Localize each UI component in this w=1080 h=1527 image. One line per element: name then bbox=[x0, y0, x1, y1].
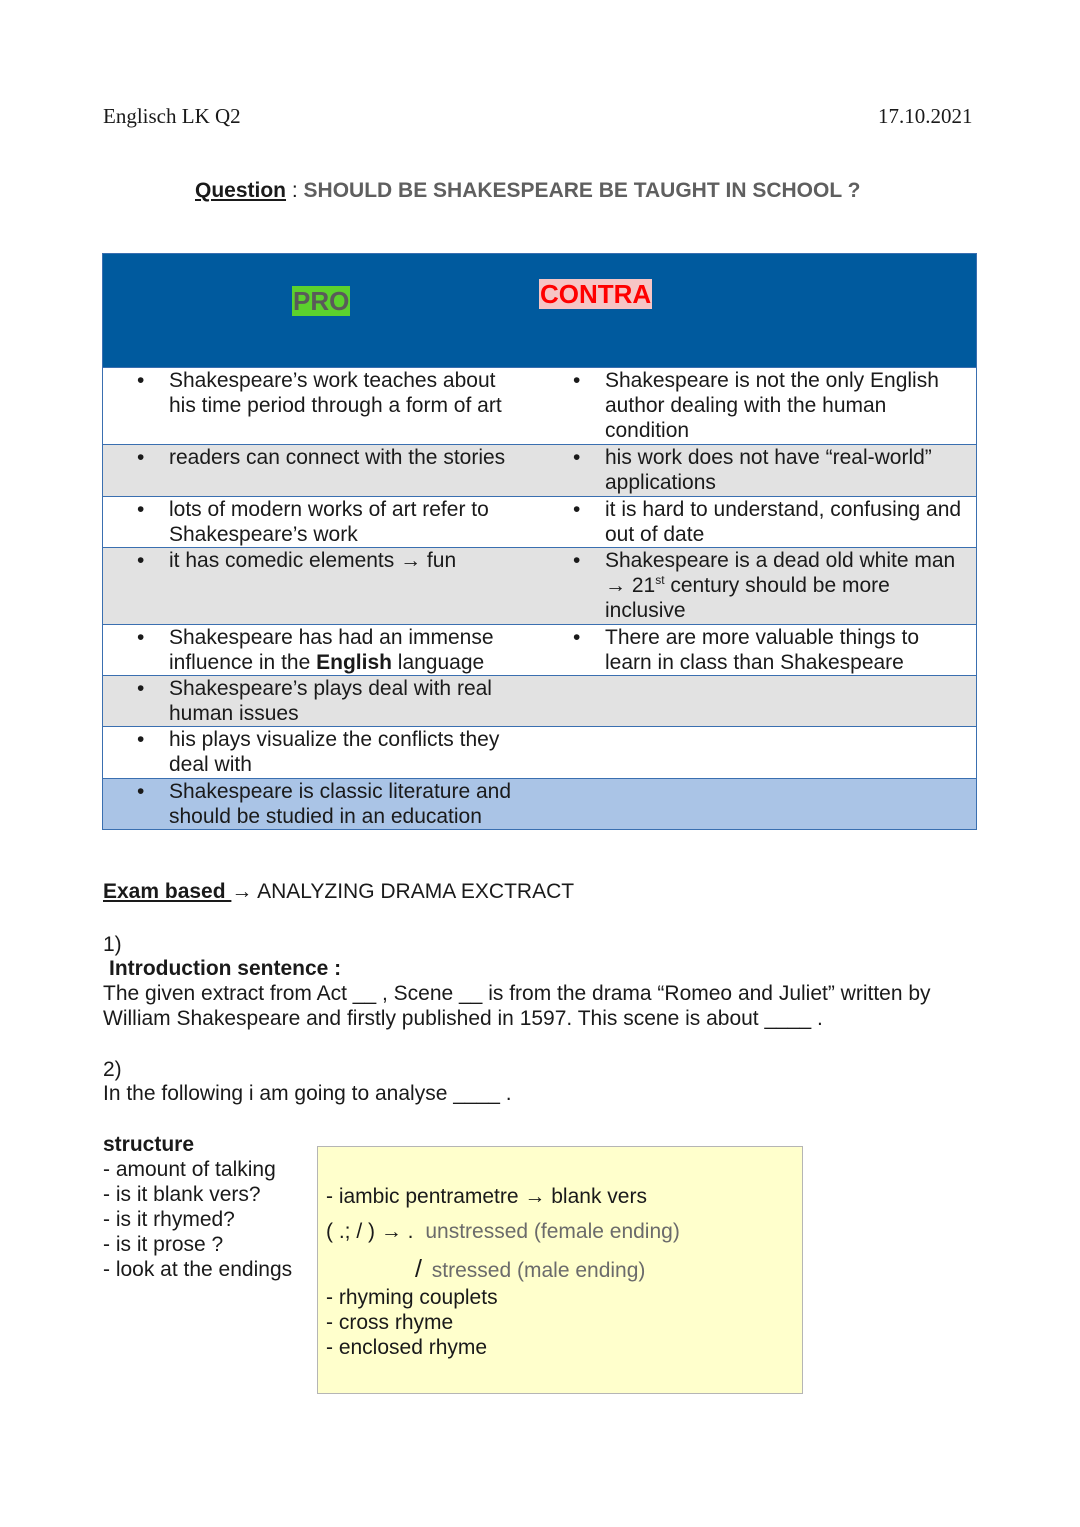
contra-item-text: There are more valuable things to learn in class than Shakespeare bbox=[605, 626, 920, 674]
pro-item-text: his plays visualize the conflicts they deal with bbox=[169, 728, 500, 776]
meter-line: - cross rhyme bbox=[326, 1311, 454, 1334]
step2-number: 2) bbox=[103, 1058, 122, 1081]
pro-item-text: it has comedic elements → fun bbox=[169, 549, 457, 572]
pro-text-bold: English bbox=[316, 651, 392, 674]
document-date: 17.10.2021 bbox=[878, 104, 973, 128]
pro-contra-table bbox=[102, 253, 977, 830]
table-row bbox=[103, 496, 976, 547]
introduction-line-2: William Shakespeare and firstly published in 1597. This scene is about ____ . bbox=[103, 1007, 823, 1030]
bullet: • bbox=[137, 369, 145, 392]
pro-item-text bbox=[169, 625, 549, 675]
structure-item: - amount of talking bbox=[103, 1158, 276, 1181]
table-row bbox=[103, 367, 976, 444]
structure-heading: structure bbox=[103, 1133, 195, 1156]
contra-line: inclusive bbox=[605, 599, 686, 622]
structure-item: - is it rhymed? bbox=[103, 1208, 235, 1231]
course-title: Englisch LK Q2 bbox=[103, 104, 241, 128]
bullet: • bbox=[137, 498, 145, 521]
meter-symbol: ( .; / ) → . bbox=[326, 1220, 414, 1243]
contra-item-text: his work does not have “real-world” applications bbox=[605, 446, 932, 494]
structure-item: - is it prose ? bbox=[103, 1233, 224, 1256]
question-heading bbox=[195, 179, 860, 203]
step1-number: 1) bbox=[103, 933, 122, 956]
meter-line bbox=[326, 1220, 680, 1244]
contra-item-text: Shakespeare is not the only English author dealing with the human condition bbox=[605, 369, 939, 442]
contra-line: → 21 bbox=[605, 574, 656, 597]
meter-line: - rhyming couplets bbox=[326, 1286, 498, 1309]
bullet: • bbox=[137, 446, 145, 469]
pro-text-part: language bbox=[391, 651, 485, 674]
exam-label: Exam based bbox=[103, 880, 232, 903]
bullet: • bbox=[573, 626, 581, 649]
bullet: • bbox=[137, 780, 145, 803]
meter-line: - iambic pentrametre → blank vers bbox=[326, 1185, 647, 1208]
question-separator: : bbox=[286, 179, 304, 202]
pro-item-text: Shakespeare’s work teaches about his time period through a form of art bbox=[169, 369, 502, 417]
bullet: • bbox=[573, 549, 581, 572]
meter-line: - enclosed rhyme bbox=[326, 1336, 488, 1359]
bullet: • bbox=[137, 626, 145, 649]
bullet: • bbox=[137, 677, 145, 700]
meter-notes-box bbox=[317, 1146, 803, 1394]
table-row bbox=[103, 547, 976, 624]
table-row bbox=[103, 624, 976, 675]
pro-header: PRO bbox=[293, 286, 350, 316]
contra-line: Shakespeare is a dead old white man bbox=[605, 549, 956, 572]
question-text: SHOULD BE SHAKESPEARE BE TAUGHT IN SCHOOL ? bbox=[303, 179, 861, 202]
introduction-line-1: The given extract from Act __ , Scene __ is from the drama “Romeo and Juliet” written by bbox=[103, 982, 931, 1005]
pro-item-text: readers can connect with the stories bbox=[169, 446, 506, 469]
question-label: Question bbox=[195, 179, 287, 202]
introduction-heading: Introduction sentence : bbox=[109, 957, 342, 980]
pro-item-text: Shakespeare is classic literature and should be studied in an education bbox=[169, 780, 512, 828]
bullet: • bbox=[573, 498, 581, 521]
structure-item: - is it blank vers? bbox=[103, 1183, 261, 1206]
contra-header: CONTRA bbox=[540, 279, 652, 309]
structure-item: - look at the endings bbox=[103, 1258, 293, 1281]
contra-item-text: it is hard to understand, confusing and out of date bbox=[605, 498, 962, 546]
step2-line: In the following i am going to analyse ____ . bbox=[103, 1082, 512, 1105]
table-row bbox=[103, 675, 976, 726]
bullet: • bbox=[573, 446, 581, 469]
bullet: • bbox=[137, 728, 145, 751]
meter-symbol: / bbox=[415, 1255, 422, 1283]
table-header-row bbox=[103, 254, 976, 367]
bullet: • bbox=[573, 369, 581, 392]
table-row bbox=[103, 778, 976, 829]
pro-text-part: Shakespeare has had an immense influence in the bbox=[169, 626, 494, 674]
meter-description: stressed (male ending) bbox=[431, 1259, 646, 1282]
ordinal-suffix: st bbox=[655, 573, 665, 587]
meter-description: unstressed (female ending) bbox=[425, 1220, 680, 1243]
meter-line bbox=[415, 1255, 645, 1284]
contra-item-text bbox=[605, 548, 977, 623]
pro-item-text: lots of modern works of art refer to Shakespeare’s work bbox=[169, 498, 489, 546]
table-row bbox=[103, 726, 976, 778]
pro-item-text: Shakespeare’s plays deal with real human issues bbox=[169, 677, 492, 725]
exam-heading bbox=[103, 880, 574, 904]
bullet: • bbox=[137, 549, 145, 572]
table-row bbox=[103, 444, 976, 496]
exam-text: → ANALYZING DRAMA EXCTRACT bbox=[231, 880, 575, 903]
contra-line: century should be more bbox=[664, 574, 890, 597]
